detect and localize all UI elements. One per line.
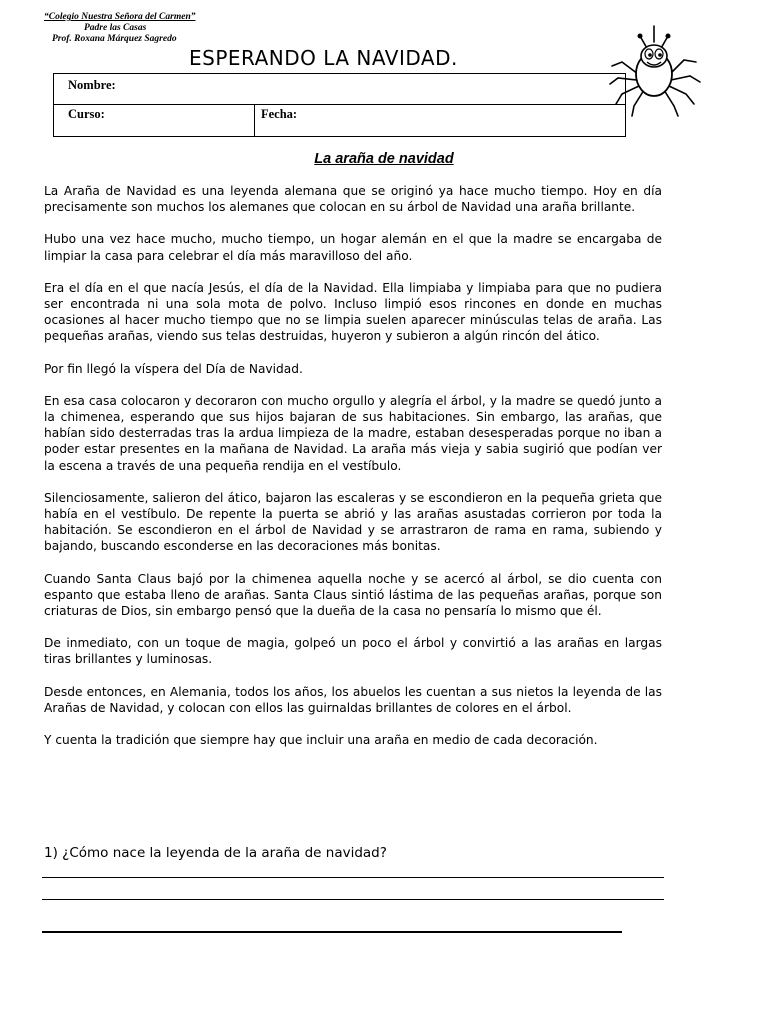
story-paragraph: Por fin llegó la víspera del Día de Navidad.: [44, 361, 303, 376]
story-body: [44, 183, 662, 764]
answer-line[interactable]: [42, 877, 664, 878]
story-paragraph: Y cuenta la tradición que siempre hay que incluir una araña en medio de cada decoración.: [44, 733, 598, 748]
question-1: 1) ¿Cómo nace la leyenda de la araña de navidad?: [44, 845, 387, 861]
story-paragraph: De inmediato, con un toque de magia, golpeó un poco el árbol y convirtió a las arañas en largas tiras brillantes y luminosas.: [44, 636, 662, 667]
story-paragraph: Desde entonces, en Alemania, todos los años, los abuelos les cuentan a sus nietos la leyenda de las Arañas de Navidad, y colocan con ellos las guirnaldas brillantes de colores en el árbol.: [44, 684, 662, 715]
story-paragraph: Era el día en el que nacía Jesús, el día de la Navidad. Ella limpiaba y limpiaba para que no pudiera ser encontrada ni una sola mota de polvo. Incluso limpió esos rincones en donde en muchas ocasiones al hacer mucho tiempo que no se limpia suelen aparecer minúsculas telas de araña. Las pequeñas arañas, viendo sus telas destruidas, huyeron y subieron a algún rincón del ático.: [44, 280, 662, 344]
spider-icon: [604, 22, 704, 122]
student-info-form: [53, 73, 626, 137]
school-location: Padre las Casas: [84, 23, 147, 33]
page-title: ESPERANDO LA NAVIDAD.: [189, 46, 458, 70]
story-paragraph: La Araña de Navidad es una leyenda alemana que se originó ya hace mucho tiempo. Hoy en día precisamente son muchos los alemanes que colocan en su árbol de Navidad una araña brillante.: [44, 184, 662, 215]
name-field-label: Nombre:: [68, 78, 116, 92]
date-field-label: Fecha:: [261, 107, 298, 121]
school-header: [44, 12, 196, 45]
story-paragraph: Cuando Santa Claus bajó por la chimenea aquella noche y se acercó al árbol, se dio cuenta con espanto que estaba lleno de arañas. Santa Claus sintió lástima de las pequeñas arañas, porque son criaturas de Dios, sin embargo pensó que la dueña de la casa no pensaría lo mismo que él.: [44, 571, 662, 619]
form-divider-vertical: [254, 104, 255, 136]
form-divider-horizontal: [54, 104, 625, 105]
answer-line[interactable]: [42, 931, 622, 933]
story-paragraph: Silenciosamente, salieron del ático, bajaron las escaleras y se escondieron en la pequeña grieta que había en el vestíbulo. De repente la puerta se abrió y las arañas asustadas corrieron por toda la habitación. Se escondieron en el árbol de Navidad y se arrastraron de rama en rama, subiendo y bajando, buscando esconderse en las decoraciones más bonitas.: [44, 490, 662, 554]
teacher-name: Prof. Roxana Márquez Sagredo: [52, 34, 177, 44]
answer-line[interactable]: [42, 899, 664, 900]
course-field-label: Curso:: [68, 107, 105, 121]
story-paragraph: Hubo una vez hace mucho, mucho tiempo, un hogar alemán en el que la madre se encargaba de limpiar la casa para celebrar el día más maravilloso del año.: [44, 232, 662, 263]
school-name: “Colegio Nuestra Señora del Carmen”: [44, 12, 196, 22]
story-paragraph: En esa casa colocaron y decoraron con mucho orgullo y alegría el árbol, y la madre se quedó junto a la chimenea, esperando que sus hijos bajaran de sus habitaciones. Sin embargo, las arañas, que habían sido desterradas tras la ardua limpieza de la madre, estaban desesperadas porque no iban a poder estar presentes en la mañana de Navidad. La araña más vieja y sabia sugirió que podían ver la escena a través de una pequeña rendija en el vestíbulo.: [44, 393, 662, 473]
story-title: La araña de navidad: [314, 151, 454, 167]
